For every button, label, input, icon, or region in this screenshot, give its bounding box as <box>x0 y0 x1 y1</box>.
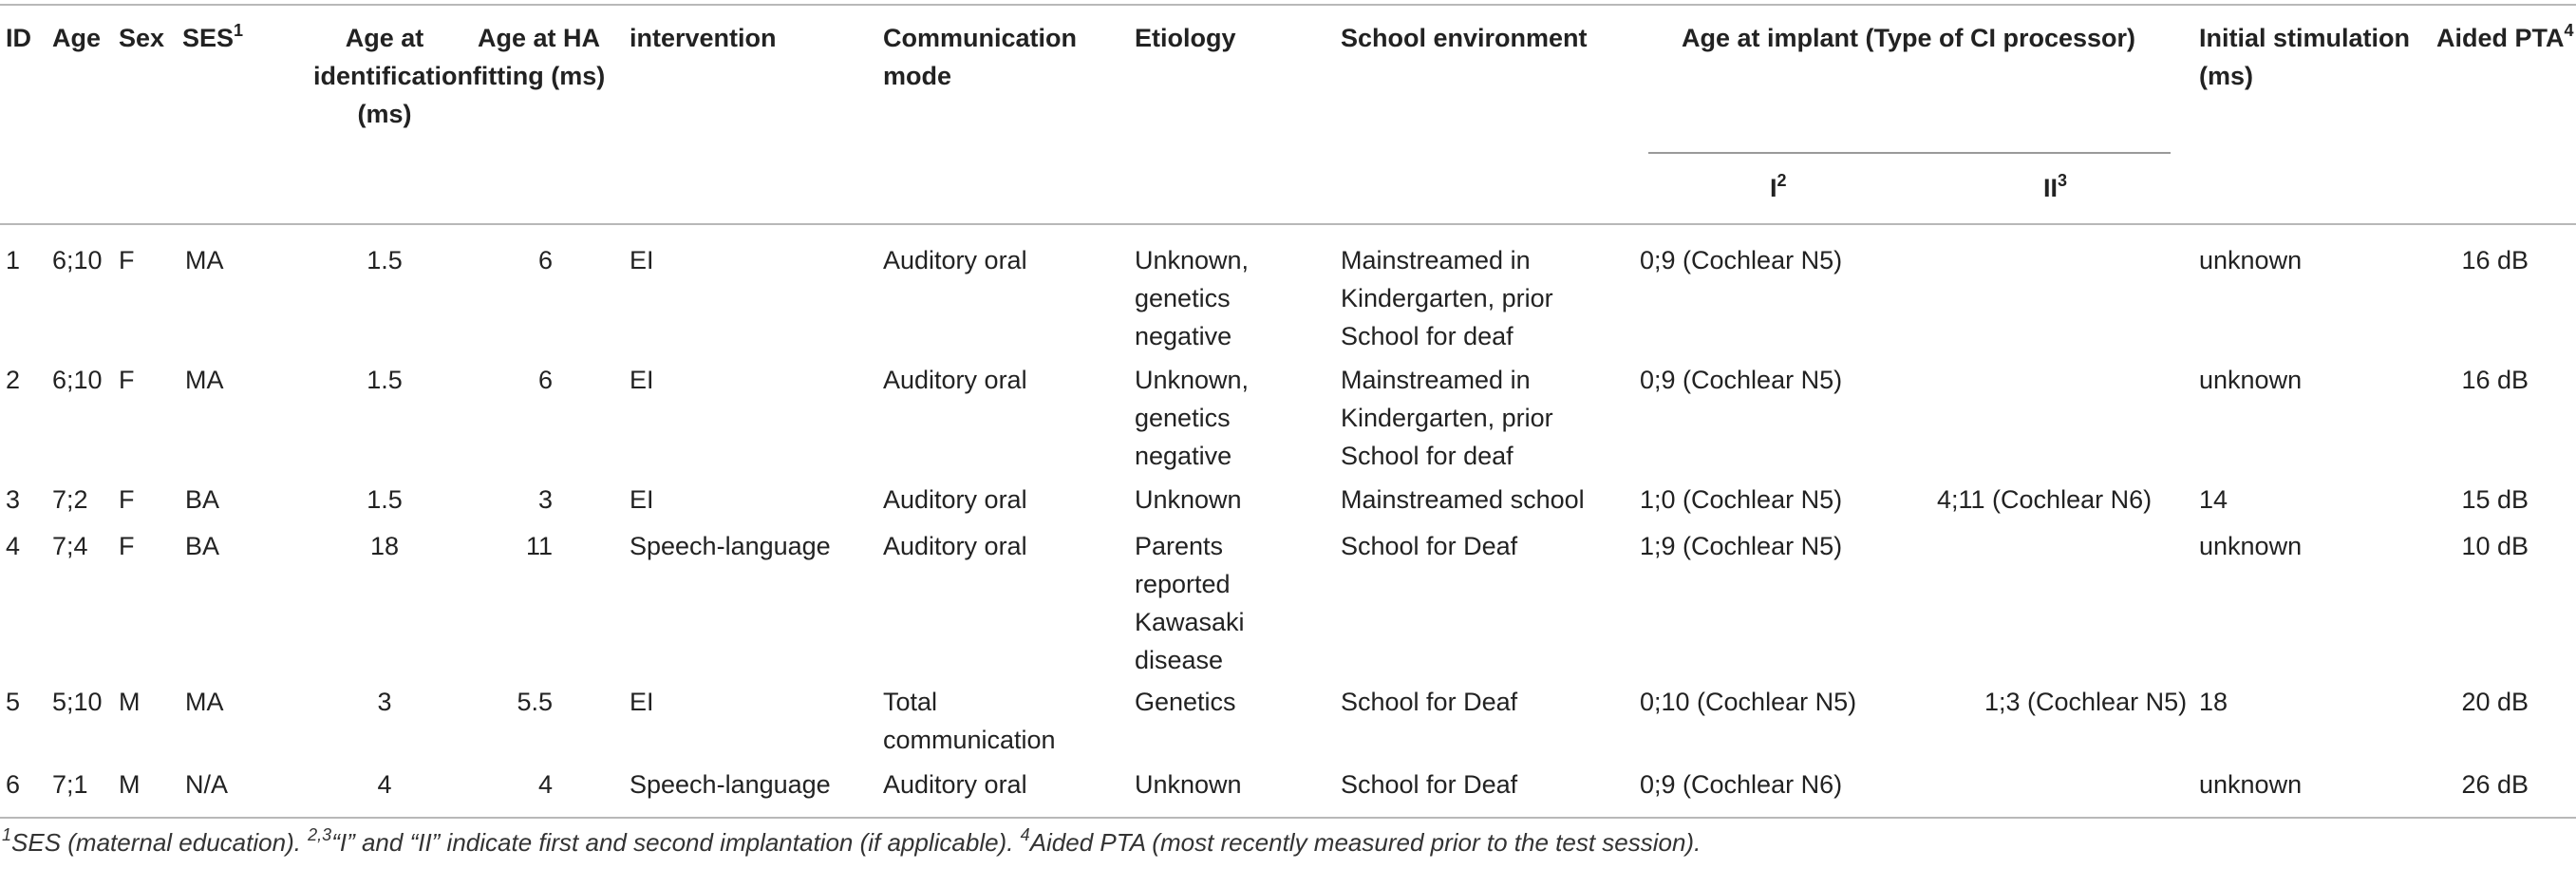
cell-age: 5;10 <box>52 688 103 716</box>
cell-sex: F <box>119 485 135 514</box>
footnote-text-1: SES (maternal education). <box>11 828 309 857</box>
cell-school-environment: Mainstreamed in Kindergarten, prior School for deaf <box>1341 246 1553 350</box>
cell-initial-stimulation: unknown <box>2199 246 2303 274</box>
cell-intervention: EI <box>630 366 654 394</box>
cell-sex: F <box>119 366 135 394</box>
cell-ses: MA <box>185 688 224 716</box>
cell-implant-i: 1;0 (Cochlear N5) <box>1640 485 1843 514</box>
cell-aided-pta: 15 dB <box>2461 485 2529 514</box>
header-implant-i-footnote-mark: 2 <box>1777 171 1787 190</box>
cell-sex: M <box>119 770 141 799</box>
cell-age-ha-fitting: 3 <box>537 485 553 514</box>
cell-id: 6 <box>6 770 21 799</box>
cell-age-ha-fitting: 11 <box>525 532 553 560</box>
header-etiology: Etiology <box>1135 24 1236 52</box>
header-communication-mode: Communication mode <box>883 24 1078 90</box>
header-school-environment: School environment <box>1341 24 1588 52</box>
cell-age-identification: 1.5 <box>367 366 403 394</box>
cell-sex: F <box>119 246 135 274</box>
cell-communication-mode: Auditory oral <box>883 366 1027 394</box>
footnote-mark-3: 4 <box>1020 825 1030 844</box>
cell-sex: M <box>119 688 141 716</box>
table-top-rule <box>0 4 2576 6</box>
header-ses <box>182 19 243 57</box>
cell-id: 1 <box>6 246 21 274</box>
cell-initial-stimulation: unknown <box>2199 532 2303 560</box>
cell-aided-pta: 16 dB <box>2461 366 2529 394</box>
cell-school-environment: Mainstreamed school <box>1341 485 1585 514</box>
cell-id: 3 <box>6 485 21 514</box>
header-intervention: intervention <box>630 24 777 52</box>
header-id: ID <box>6 24 31 52</box>
cell-age-ha-fitting: 6 <box>537 246 553 274</box>
cell-age: 6;10 <box>52 366 103 394</box>
cell-initial-stimulation: unknown <box>2199 366 2303 394</box>
header-implant-i-label: I <box>1770 174 1777 202</box>
cell-communication-mode: Auditory oral <box>883 532 1027 560</box>
header-implant-i <box>1770 169 1787 207</box>
table-header-rule <box>0 223 2576 225</box>
cell-etiology: Unknown, genetics negative <box>1135 246 1250 350</box>
footnote-text-3: Aided PTA (most recently measured prior to the test session). <box>1029 828 1702 857</box>
header-ses-label: SES <box>182 24 235 52</box>
cell-age-ha-fitting: 4 <box>537 770 553 799</box>
cell-implant-i: 0;9 (Cochlear N5) <box>1640 246 1843 274</box>
header-age-ha-fitting: Age at HA fitting (ms) <box>472 24 606 90</box>
cell-intervention: EI <box>630 485 654 514</box>
cell-ses: MA <box>185 366 224 394</box>
cell-initial-stimulation: 18 <box>2199 688 2228 716</box>
header-age-identification: Age at identification (ms) <box>313 24 473 128</box>
cell-intervention: Speech-language <box>630 770 831 799</box>
cell-school-environment: School for Deaf <box>1341 770 1518 799</box>
cell-school-environment: Mainstreamed in Kindergarten, prior School for deaf <box>1341 366 1553 470</box>
cell-intervention: EI <box>630 688 654 716</box>
cell-age: 7;4 <box>52 532 88 560</box>
table-bottom-rule <box>0 817 2576 819</box>
cell-age-identification: 18 <box>369 532 400 560</box>
cell-age: 6;10 <box>52 246 103 274</box>
cell-ses: MA <box>185 246 224 274</box>
cell-implant-i: 0;9 (Cochlear N5) <box>1640 366 1843 394</box>
cell-intervention: EI <box>630 246 654 274</box>
cell-sex: F <box>119 532 135 560</box>
cell-aided-pta: 26 dB <box>2461 770 2529 799</box>
cell-age-identification: 1.5 <box>367 485 403 514</box>
cell-communication-mode: Auditory oral <box>883 485 1027 514</box>
cell-id: 2 <box>6 366 21 394</box>
header-implant-ii-label: II <box>2043 174 2059 202</box>
cell-age-identification: 3 <box>377 688 392 716</box>
cell-communication-mode: Auditory oral <box>883 770 1027 799</box>
cell-intervention: Speech-language <box>630 532 831 560</box>
cell-initial-stimulation: unknown <box>2199 770 2303 799</box>
cell-implant-ii: 4;11 (Cochlear N6) <box>1937 485 2153 514</box>
cell-aided-pta: 16 dB <box>2461 246 2529 274</box>
cell-school-environment: School for Deaf <box>1341 532 1518 560</box>
cell-etiology: Genetics <box>1135 688 1236 716</box>
cell-age-identification: 4 <box>377 770 392 799</box>
implant-subheader-rule <box>1648 152 2171 154</box>
cell-ses: BA <box>185 532 220 560</box>
cell-implant-i: 0;10 (Cochlear N5) <box>1640 688 1857 716</box>
header-aided-pta-footnote-mark: 4 <box>2564 21 2574 40</box>
cell-etiology: Unknown, genetics negative <box>1135 366 1250 470</box>
header-aided-pta <box>2436 19 2574 57</box>
footnote-mark-1: 1 <box>2 825 12 844</box>
cell-school-environment: School for Deaf <box>1341 688 1518 716</box>
cell-id: 4 <box>6 532 21 560</box>
header-aided-pta-label: Aided PTA <box>2436 24 2565 52</box>
cell-implant-ii: 1;3 (Cochlear N5) <box>1984 688 2188 716</box>
cell-etiology: Unknown <box>1135 485 1242 514</box>
cell-communication-mode: Auditory oral <box>883 246 1027 274</box>
header-initial-stimulation: Initial stimulation (ms) <box>2199 24 2411 90</box>
cell-communication-mode: Total communication <box>883 688 1056 754</box>
cell-aided-pta: 20 dB <box>2461 688 2529 716</box>
cell-age: 7;1 <box>52 770 88 799</box>
header-implant-ii <box>2043 169 2067 207</box>
cell-age-identification: 1.5 <box>367 246 403 274</box>
cell-id: 5 <box>6 688 21 716</box>
cell-age-ha-fitting: 6 <box>537 366 553 394</box>
footnote-mark-2: 2,3 <box>308 825 332 844</box>
cell-etiology: Parents reported Kawasaki disease <box>1135 532 1245 674</box>
header-age: Age <box>52 24 102 52</box>
cell-ses: N/A <box>185 770 229 799</box>
cell-age-ha-fitting: 5.5 <box>517 688 553 716</box>
table-footnote <box>2 825 1702 858</box>
cell-initial-stimulation: 14 <box>2199 485 2228 514</box>
cell-implant-i: 1;9 (Cochlear N5) <box>1640 532 1843 560</box>
cell-ses: BA <box>185 485 220 514</box>
cell-age: 7;2 <box>52 485 88 514</box>
cell-etiology: Unknown <box>1135 770 1242 799</box>
header-ses-footnote-mark: 1 <box>234 21 244 40</box>
header-age-at-implant: Age at implant (Type of CI processor) <box>1681 24 2136 52</box>
footnote-text-2: “I” and “II” indicate first and second implantation (if applicable). <box>331 828 1021 857</box>
cell-implant-i: 0;9 (Cochlear N6) <box>1640 770 1843 799</box>
cell-aided-pta: 10 dB <box>2461 532 2529 560</box>
header-implant-ii-footnote-mark: 3 <box>2058 171 2068 190</box>
header-sex: Sex <box>119 24 165 52</box>
